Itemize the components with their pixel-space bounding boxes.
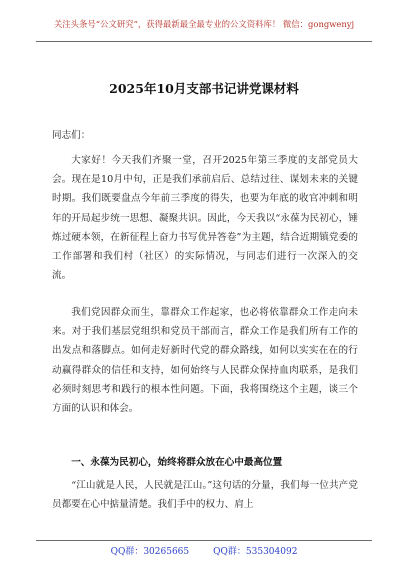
banner-text: 关注头条号“公文研究”，获得最新最全最专业的公文资料库！ 微信：gongwenyj — [53, 19, 355, 29]
paragraph-1: 大家好！今天我们齐聚一堂，召开2025年第三季度的支部党员大会。现在是10月中旬，正是我们承前启后、总结过往、谋划未来的关键时期。我们既要盘点今年前三季度的得失，也要为年底的收官冲刺和明年的开局起步统一思想、凝聚共识。因此，今天我以“永葆为民初心，锤炼过硬本领，在新征程上奋力书写优异答卷”为主题，结合近期镇党委的工作部署和我们村（社区）的实际情况，与同志们进行一次深入的交流。 — [52, 155, 358, 282]
salutation: 同志们： — [52, 130, 91, 141]
header-rule — [36, 41, 372, 42]
paragraph-2: 我们党因群众而生，靠群众工作起家，也必将依靠群众工作走向未来。对于我们基层党组织和党员干部而言，群众工作是我们所有工作的出发点和落脚点。如何走好新时代党的群众路线，如何以实实在在的行动赢得群众的信任和支持，如何始终与人民群众保持血肉联系，是我们必须时刻思考和践行的根本性问题。下面，我将围绕这个主题，谈三个方面的认识和体会。 — [52, 307, 358, 415]
footer — [0, 545, 408, 559]
header-banner — [0, 18, 408, 30]
document-title: 2025年10月支部书记讲党课材料 — [109, 81, 299, 96]
footer-qq-group-1: QQ群：30265665 — [110, 547, 190, 557]
section-paragraph-1: “江山就是人民，人民就是江山。”这句话的分量，我们每一位共产党员都要在心中掂量清楚。我们手中的权力、肩上 — [52, 480, 358, 511]
footer-qq-group-2: QQ群：535304092 — [213, 547, 298, 557]
section-heading-1: 一、永葆为民初心，始终将群众放在心中最高位置 — [71, 457, 283, 468]
footer-rule — [36, 540, 372, 541]
